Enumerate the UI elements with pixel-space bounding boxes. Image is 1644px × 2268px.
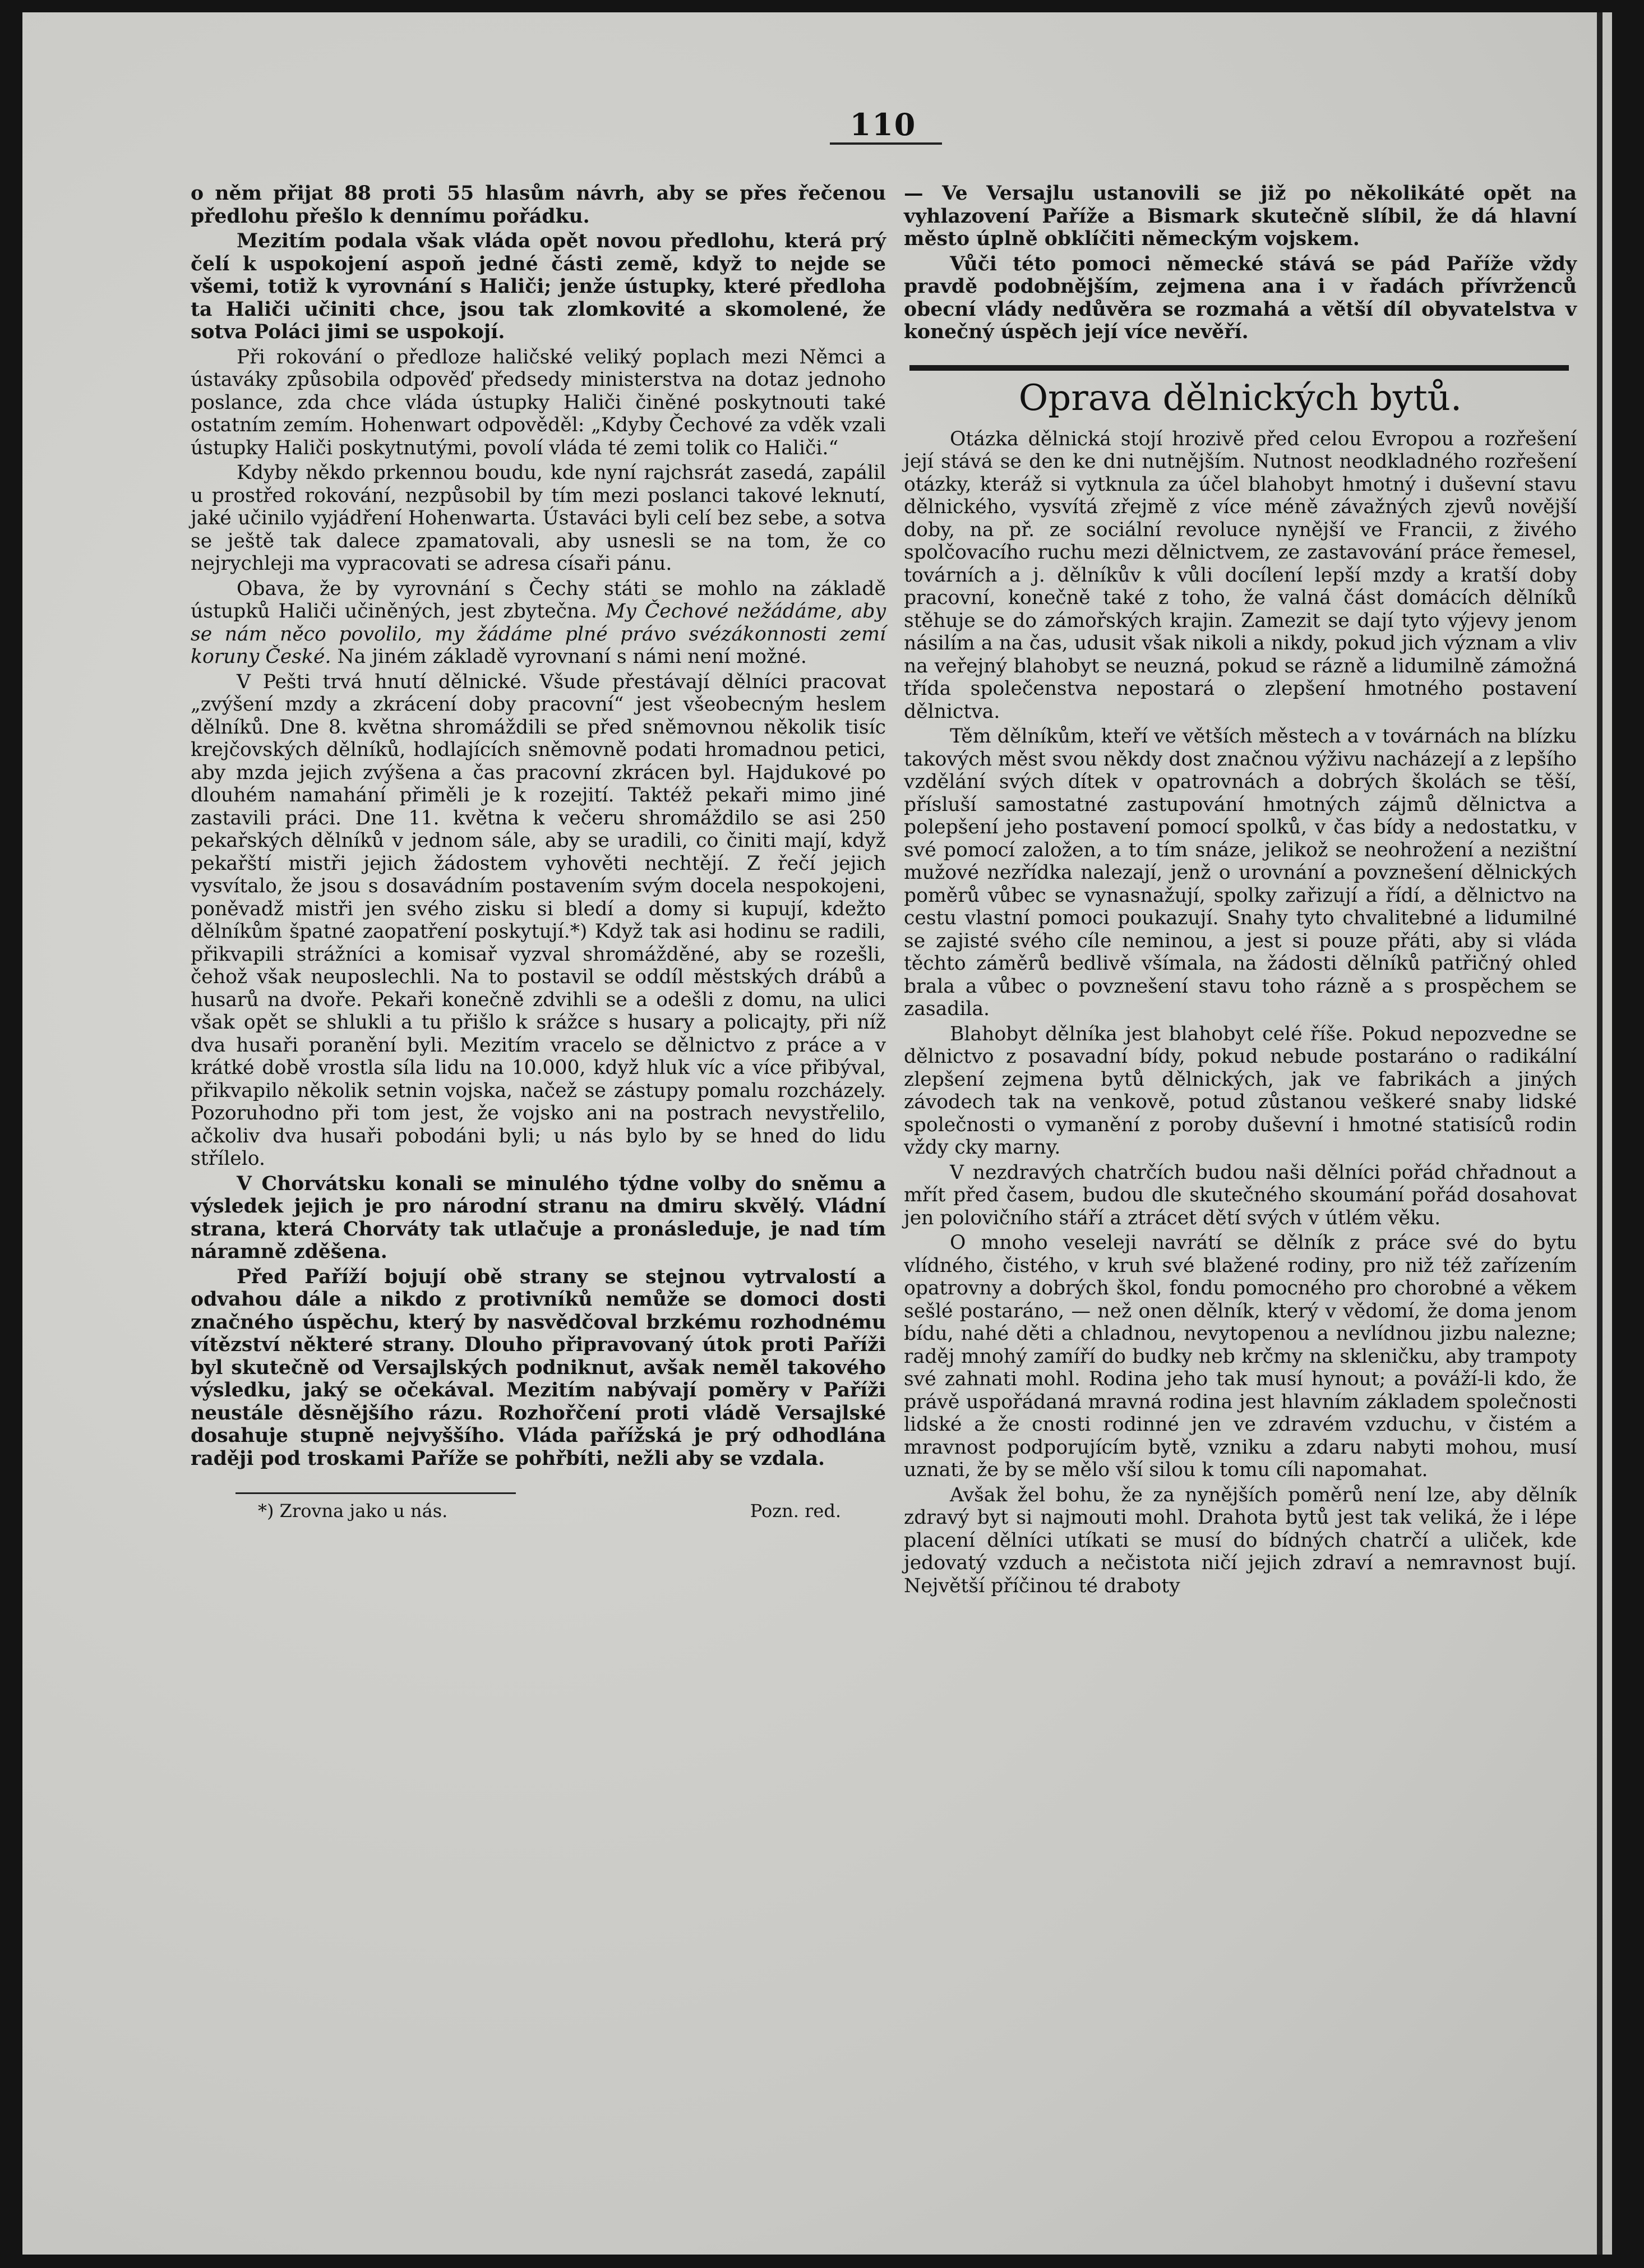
paragraph: V nezdravých chatrčích budou naši dělníci pořád chřadnout a mřít před časem, budou dle skutečného skoumání pořád dosahovat jen polovičního stáří a ztrácet dětí svých v útlém věku. — [904, 1161, 1577, 1229]
paragraph: Otázka dělnická stojí hrozivě před celou Evropou a rozřešení její stává se den ke dni nutnějším. Nutnost neodkladného rozřešení otázky, kteráž si vytknula za účel blahobyt hmotný i duševní stavu dělnického, vysvítá zřejmě z více méně závažných zjevů novější doby, na př. ze sociální revoluce nynější ve Francii, z živého spolčovacího ruchu mezi dělnictvem, ze zastavování práce řemesel, továrních a j. dělníkův k vůli docílení lepší mzdy a kratší doby pracovní, konečně také z toho, že valná část domácích dělníků stěhuje se do zámořských krajin. Zamezit se dají tyto výjevy jenom násilím a na čas, udusit však nikoli a nikdy, pokud jich význam a vliv na veřejný blahobyt se neuzná, pokud se rázně a lidumilně zámožná třída společenstva nepostará o zlepšení hmotného postavení dělnictva. — [904, 427, 1577, 723]
paragraph: Kdyby někdo prkennou boudu, kde nyní rajchsrát zasedá, zapálil u prostřed rokování, nezpůsobil by tím mezi poslanci takové leknutí, jaké učinilo vyjádření Hohenwarta. Ústaváci byli celí bez sebe, a sotva se ještě tak dalece zpamatovali, aby usnesli se na tom, že co nejrychleji ma vypracovati se adresa císaři pánu. — [191, 462, 886, 575]
footnote-note: Pozn. red. — [750, 1500, 841, 1522]
footnote-text: *) Zrovna jako u nás. — [258, 1500, 448, 1522]
paragraph: Vůči této pomoci německé stává se pád Paříže vždy pravdě podobnějším, zejmena ana i v řadách přívrženců obecní vlády nedůvěra se rozmahá a větší díl obyvatelstva v konečný úspěch její více nevěří. — [904, 252, 1577, 343]
newspaper-page — [22, 12, 1612, 2255]
article-heading: Oprava dělnických bytů. — [1018, 377, 1462, 419]
paragraph: Avšak žel bohu, že za nynějších poměrů není lze, aby dělník zdravý byt si najmouti mohl. Drahota bytů jest tak veliká, že i lépe placení dělníci utíkati se musí do bídných chatrčí a uliček, kde jedovatý vzduch a nečistota ničí jejich zdraví a nemravnost bují. Největší příčinou té draboty — [904, 1483, 1577, 1597]
right-column — [904, 182, 1577, 1597]
footnote — [191, 1500, 886, 1523]
page-number: 110 — [849, 107, 917, 142]
paragraph: Těm dělníkům, kteří ve větších městech a v továrnách na blízku takových měst svou někdy dost značnou výživu nacházejí a z lepšího vzdělání svých dítek v opatrovnách a dobrých školách se těší, přísluší samostatné zastupování hmotných zájmů dělnictva a polepšení jeho postavení pomocí spolků, v čas bídy a nedostatku, v své pomocí založen, a to tím snáze, jelikož se neohrožení a nezištní mužové nezřídka nalezají, jenž o urovnání a povznešení dělnických poměrů vůbec se vynasnažují, spolky zařizují a řídí, a dělnictvo na cestu vlastní pomoci poukazují. Snahy tyto chvalitebné a lidumilné se zajisté svého cíle neminou, a jest si pouze přáti, aby si vláda těchto záměrů bedlivě všímala, na žádosti dělníků patřičný ohled brala a vůbec o povznešení stavu toho rázně a s prospěchem se zasadila. — [904, 725, 1577, 1020]
paragraph: Před Paříží bojují obě strany se stejnou vytrvalostí a odvahou dále a nikdo z protivníků nemůže se domoci dosti značného úspěchu, který by nasvědčoval brzkému rozhodnému vítězství některé strany. Dlouho připravovaný útok proti Paříži byl skutečně od Versajlských podniknut, avšak neměl takového výsledku, jaký se očekával. Mezitím nabývají poměry v Paříži neustále děsnějšího rázu. Rozhořčení proti vládě Versajlské dosahuje stupně nejvyššího. Vláda pařížská je prý odhodlána raději pod troskami Paříže se pohřbíti, nežli aby se vzdala. — [191, 1265, 886, 1470]
quote-tail: Na jiném základě vyrovnaní s námi není možné. — [337, 646, 807, 668]
paragraph: V Pešti trvá hnutí dělnické. Všude přestávají dělníci pracovat „zvýšení mzdy a zkrácení doby pracovní“ jest všeobecným heslem dělníků. Dne 8. května shromáždili se před sněmovnou několik tisíc krejčovských dělníků, hodlajících sněmovně podati hromadnou petici, aby mzda jejich zvýšena a čas pracovní zkrácen byl. Hajdukové po dlouhém namahání přiměli je k rozejití. Taktéž pekaři mimo jiné zastavili práci. Dne 11. května k večeru shromáždilo se asi 250 pekařských dělníků v jednom sále, aby se uradili, co činiti mají, když pekařští mistři jejich žádostem vyhověti nechtějí. Z řečí jejich vysvítalo, že jsou s dosavádním postavením svým docela nespokojeni, poněvadž mistři jen svého zisku si bledí a domy si kupují, kdežto dělníkům špatné zaopatření poskytují.*) Když tak asi hodinu se radili, přikvapili strážníci a komisař vyzval shromážděné, aby se rozešli, čehož však neuposlechli. Na to postavil se oddíl městských drábů a husarů na dvoře. Pekaři konečně zdvihli se a odešli z domu, na ulici však opět se shlukli a tu přišlo k srážce s husary a policajty, při níž dva husaři poranění byli. Mezitím vracelo se dělnictvo z práce a v krátké době vrostla síla lidu na 10.000, když hluk víc a více přibýval, přikvapilo několik setnin vojska, načež se zástupy pomalu rozcházely. Pozoruhodno při tom jest, že vojsko ani na postrach nevystřelilo, ačkoliv dva husaři pobodáni byli; u nás bylo by se hned do lidu střílelo. — [191, 670, 886, 1170]
paragraph: — Ve Versajlu ustanovili se již po několikáté opět na vyhlazovení Paříže a Bismark skutečně slíbil, že dá hlavní město úplně obklíčiti německým vojskem. — [904, 182, 1577, 250]
italic-quote: My Čechové nežádáme, aby se nám něco povolilo, my žádáme plné právo svézákonnosti zemí koruny České. — [191, 600, 886, 668]
paragraph-with-quote — [191, 578, 886, 669]
footnote-rule — [235, 1492, 516, 1494]
paragraph: V Chorvátsku konali se minulého týdne volby do sněmu a výsledek jejich je pro národní stranu na dmiru skvělý. Vládní strana, která Chorváty tak utlačuje a pronásleduje, je nad tím náramně zděšena. — [191, 1172, 886, 1263]
paragraph: O mnoho veseleji navrátí se dělník z práce své do bytu vlídného, čistého, v kruh své blažené rodiny, pro niž též zařízením opatrovny a dobrých škol, fondu pomocného pro chorobné a věkem sešlé postaráno, — než onen dělník, který v vědomí, že doma jenom bídu, nahé děti a chladnou, nevytopenou a nevlídnou jizbu nalezne; raděj mnohý zamíří do budky neb krčmy na skleničku, aby trampoty své zahnati mohl. Rodina jeho tak musí hynout; a pováží-li kdo, že právě uspořádaná mravná rodina jest hlavním základem společnosti lidské a že cnosti rodinné jen ve zdravém vzduchu, v čistém a mravnost podporujícím bytě, vzniku a zdaru nabyti mohou, musí uznati, že by se mělo vší silou k tomu cíli napomahat. — [904, 1232, 1577, 1481]
paragraph: Při rokování o předloze haličské veliký poplach mezi Němci a ústaváky způsobila odpověď předsedy ministerstva na dotaz jednoho poslance, zda chce vláda ústupky Haliči činěné poskytnouti také ostatním zemím. Hohenwart odpověděl: „Kdyby Čechové za vděk vzali ústupky Haliči poskytnutými, povolí vláda té zemi tolik co Haliči.“ — [191, 345, 886, 459]
page-edge-rule — [1597, 12, 1603, 2255]
paragraph: o něm přijat 88 proti 55 hlasům návrh, aby se přes řečenou předlohu přešlo k dennímu pořádku. — [191, 182, 886, 228]
paragraph-text: Obava, že by vyrovnání s Čechy státi se mohlo na základě ústupků Haliči učiněných, jest zbytečna. — [191, 577, 886, 623]
page-number-underline — [830, 142, 942, 145]
paragraph: Blahobyt dělníka jest blahobyt celé říše. Pokud nepozvedne se dělnictvo z posavadní bídy, pokud nebude postaráno o radikální zlepšení zejmena bytů dělnických, jak ve fabrikách a jiných závodech tak na venkově, potud zůstanou veškeré snaby lidské společnosti o vymanění z poroby duševní i hmotné statisíců rodin vždy cky marny. — [904, 1022, 1577, 1159]
paragraph: Mezitím podala však vláda opět novou předlohu, která prý čelí k uspokojení aspoň jedné části země, když to nejde se všemi, totiž k vyrovnání s Haliči; jenže ústupky, které předloha ta Haliči učiniti chce, jsou tak zlomkovité a skomolené, že sotva Poláci jimi se uspokojí. — [191, 230, 886, 343]
section-separator — [909, 365, 1569, 371]
left-column — [191, 182, 886, 1523]
